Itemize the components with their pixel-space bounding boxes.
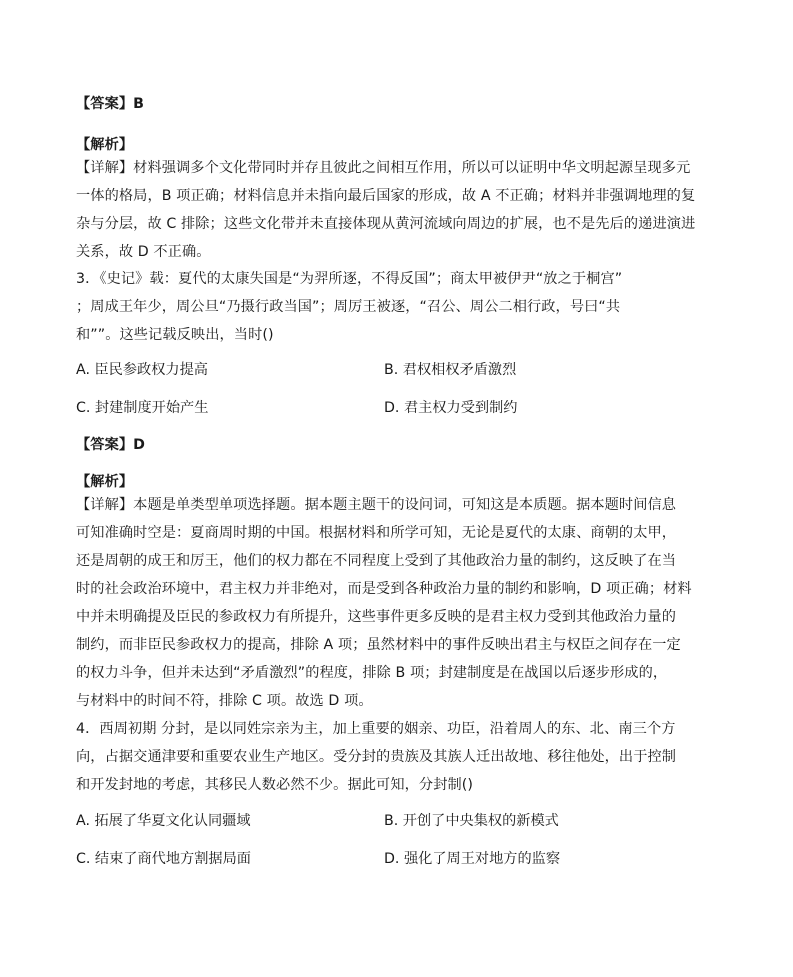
- q3-detail-line: 【详解】本题是单类型单项选择题。据本题主题干的设问词，可知这是本质题。据本题时间信息: [76, 497, 677, 513]
- q4-stem-line: 4．西周初期 分封，是以同姓宗亲为主，加上重要的姻亲、功臣，沿着周人的东、北、南三个方: [76, 721, 676, 737]
- q4-option-a: A. 拓展了华夏文化认同疆域: [76, 813, 251, 829]
- q2-analysis-heading: 【解析】: [76, 137, 134, 153]
- q3-stem-line: 和””。这些记载反映出，当时(): [76, 327, 274, 343]
- q3-detail-line: 还是周朝的成王和厉王，他们的权力都在不同程度上受到了其他政治力量的制约，这反映了在当: [76, 553, 677, 569]
- q4-option-c: C. 结束了商代地方割据局面: [76, 851, 251, 867]
- q2-answer: 【答案】B: [76, 96, 145, 112]
- q3-detail-line: 可知准确时空是：夏商周时期的中国。根据材料和所学可知，无论是夏代的太康、商朝的太甲，: [76, 525, 677, 541]
- q3-detail-line: 与材料中的时间不符，排除 C 项。故选 D 项。: [76, 693, 373, 709]
- q3-detail-line: 中并未明确提及臣民的参政权力有所提升，这些事件更多反映的是君主权力受到其他政治力量的: [76, 609, 677, 625]
- q3-stem-line: ；周成王年少，周公旦“乃摄行政当国”；周厉王被逐，“召公、周公二相行政，号曰“共: [76, 299, 621, 315]
- q2-detail-line: 杂与分层，故 C 排除；这些文化带并未直接体现从黄河流域向周边的扩展，也不是先后的递进演进: [76, 216, 696, 232]
- q2-detail-line: 【详解】材料强调多个文化带同时并存且彼此之间相互作用，所以可以证明中华文明起源呈现多元: [76, 160, 691, 176]
- q4-stem-line: 向，占据交通津要和重要农业生产地区。受分封的贵族及其族人迁出故地、移往他处，出于控制: [76, 749, 677, 765]
- q3-detail-line: 时的社会政治环境中，君主权力并非绝对，而是受到各种政治力量的制约和影响，D 项正确；材料: [76, 581, 692, 597]
- q3-answer: 【答案】D: [76, 437, 146, 453]
- q3-detail-line: 制约，而非臣民参政权力的提高，排除 A 项；虽然材料中的事件反映出君主与权臣之间存在一定: [76, 637, 681, 653]
- q3-option-a: A. 臣民参政权力提高: [76, 362, 208, 378]
- q3-option-c: C. 封建制度开始产生: [76, 400, 209, 416]
- q3-detail-line: 的权力斗争，但并未达到“矛盾激烈”的程度，排除 B 项；封建制度是在战国以后逐步形成的，: [76, 665, 668, 681]
- q3-option-b: B. 君权相权矛盾激烈: [384, 362, 517, 378]
- q2-detail-line: 一体的格局，B 项正确；材料信息并未指向最后国家的形成，故 A 不正确；材料并非强调地理的复: [76, 188, 696, 204]
- q3-option-d: D. 君主权力受到制约: [384, 400, 518, 416]
- q4-option-b: B. 开创了中央集权的新模式: [384, 813, 559, 829]
- q3-analysis-heading: 【解析】: [76, 474, 134, 490]
- q4-option-d: D. 强化了周王对地方的监察: [384, 851, 561, 867]
- q4-stem-line: 和开发封地的考虑，其移民人数必然不少。据此可知，分封制(): [76, 777, 474, 793]
- q3-stem-line: 3．《史记》载：夏代的太康失国是“为羿所逐，不得反国”；商太甲被伊尹“放之于桐宫”: [76, 271, 623, 287]
- q2-detail-line: 关系，故 D 不正确。: [76, 244, 211, 260]
